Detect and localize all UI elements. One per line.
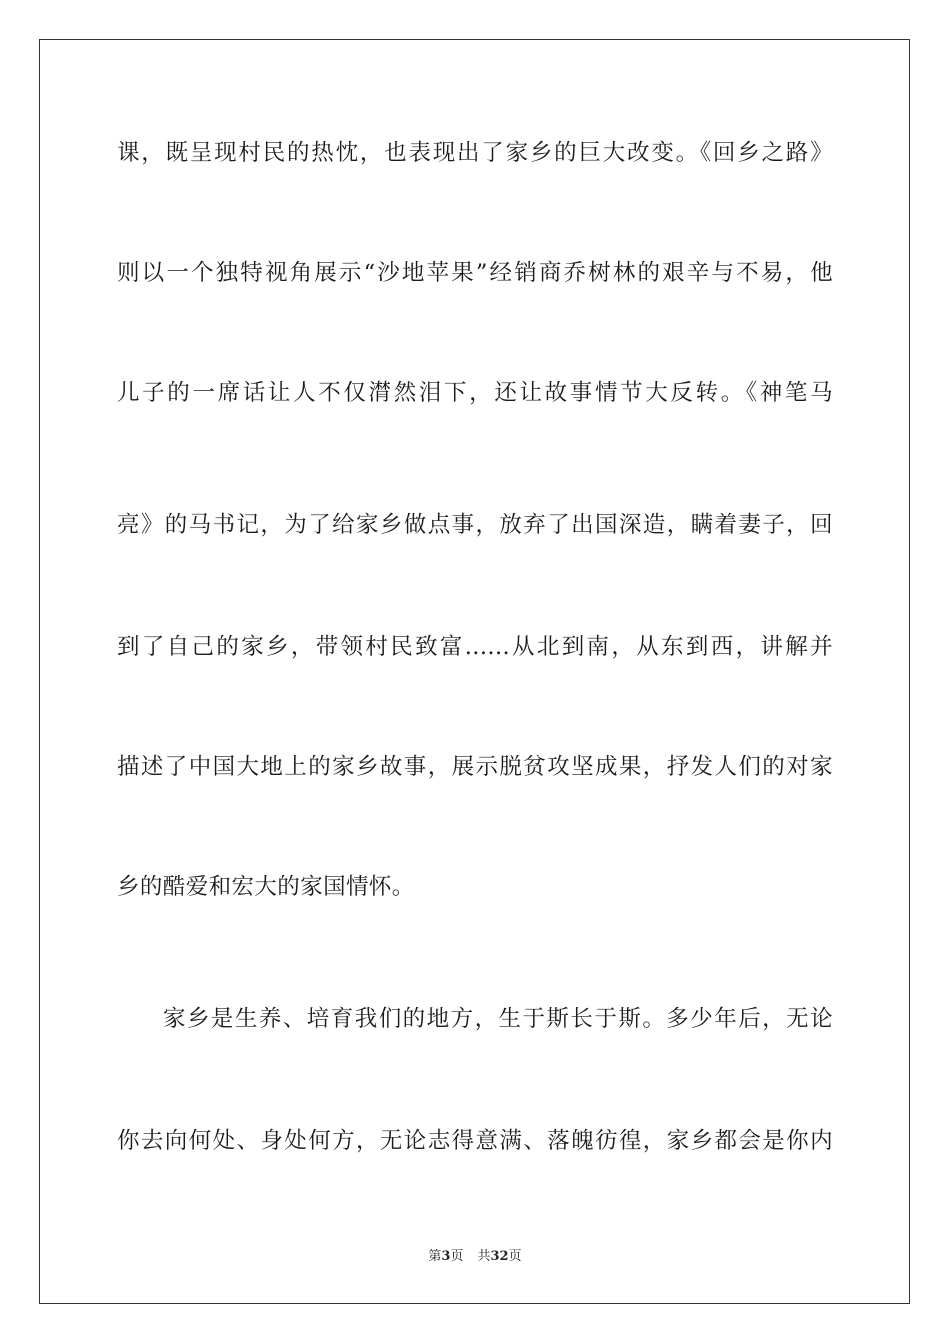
- paragraph-line-7: 乡的酷爱和宏大的家国情怀。: [117, 874, 415, 900]
- footer-total-suffix: 页: [508, 1249, 522, 1264]
- paragraph-line-1: 课，既呈现村民的热忱，也表现出了家乡的巨大改变。《回乡之路》: [117, 140, 833, 166]
- footer-page-number: 3: [441, 1249, 451, 1264]
- paragraph-line-2: 则以一个独特视角展示“沙地苹果”经销商乔树林的艰辛与不易，他: [117, 260, 833, 286]
- footer-total-pages: 32: [490, 1249, 509, 1264]
- page-footer: [0, 1247, 950, 1267]
- footer-page-prefix: 第: [428, 1249, 442, 1264]
- footer-page-suffix: 页: [450, 1249, 464, 1264]
- paragraph-line-9: 你去向何处、身处何方，无论志得意满、落魄彷徨，家乡都会是你内: [117, 1128, 833, 1154]
- paragraph-line-5: 到了自己的家乡，带领村民致富......从北到南，从东到西，讲解并: [117, 634, 833, 660]
- page-border: [39, 39, 910, 1304]
- footer-total-prefix: 共: [477, 1249, 491, 1264]
- paragraph-line-8: 家乡是生养、培育我们的地方，生于斯长于斯。多少年后，无论: [163, 1006, 833, 1032]
- paragraph-line-3: 儿子的一席话让人不仅潸然泪下，还让故事情节大反转。《神笔马: [117, 380, 833, 406]
- paragraph-line-4: 亮》的马书记，为了给家乡做点事，放弃了出国深造，瞒着妻子，回: [117, 512, 833, 538]
- paragraph-line-6: 描述了中国大地上的家乡故事，展示脱贫攻坚成果，抒发人们的对家: [117, 754, 833, 780]
